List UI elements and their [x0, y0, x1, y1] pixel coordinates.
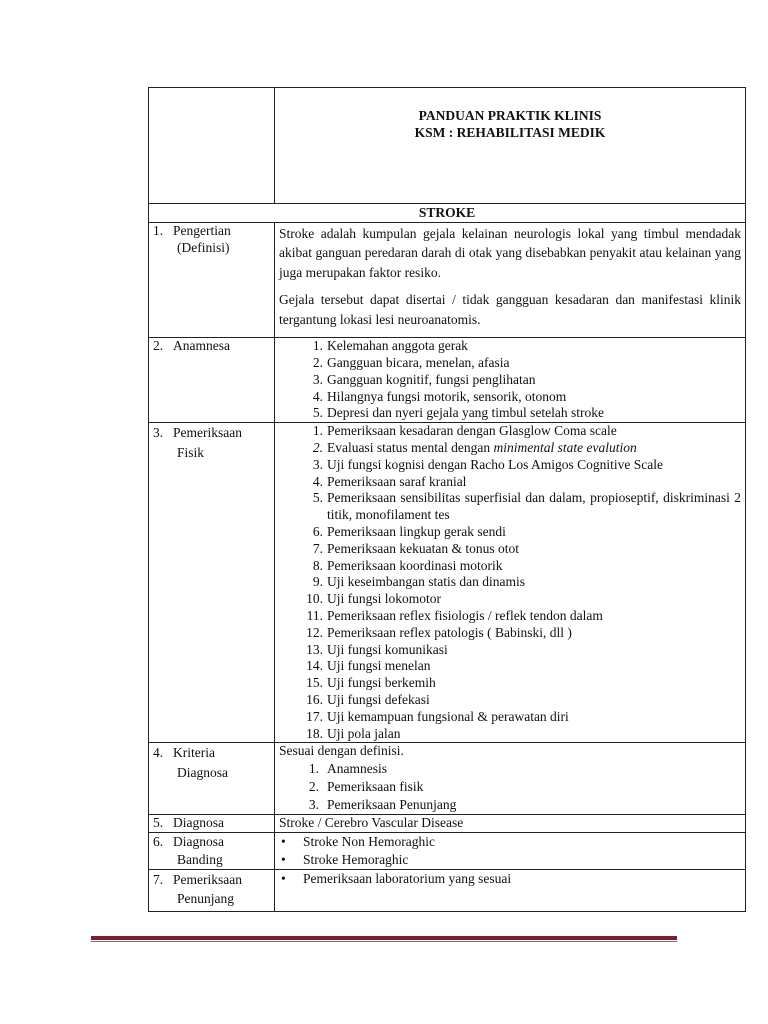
bullet-icon: •	[281, 852, 286, 868]
list-item: 1. Anamnesis	[308, 761, 387, 777]
list-item: 13. Uji fungsi komunikasi	[306, 641, 448, 657]
definition-paragraph: Gejala tersebut dapat disertai / tidak gangguan kesadaran dan manifestasi klinik tergantung lokasi lesi neuroanatomis.	[279, 292, 741, 327]
list-item: 14. Uji fungsi menelan	[306, 658, 431, 674]
row-number: 2.	[153, 338, 164, 354]
list-item: 4. Pemeriksaan saraf kranial	[312, 473, 467, 489]
bullet-icon: •	[281, 834, 286, 850]
row-label: Kriteria	[173, 745, 215, 761]
document-title: PANDUAN PRAKTIK KLINIS	[418, 108, 602, 123]
label-cell	[149, 338, 275, 423]
department-title: KSM : REHABILITASI MEDIK	[414, 124, 606, 140]
list-item: 9. Uji keseimbangan statis dan dinamis	[312, 574, 525, 590]
row-label: Pemeriksaan	[173, 872, 242, 888]
list-item: 2. Pemeriksaan fisik	[308, 779, 424, 795]
row-number: 6.	[153, 834, 164, 850]
row-number: 1.	[153, 222, 164, 238]
list-item: • Stroke Hemoraghic	[281, 852, 409, 868]
list-item: 7. Pemeriksaan kekuatan & tonus otot	[312, 540, 519, 556]
footer-rule-thin	[91, 941, 677, 942]
differential-list	[279, 833, 741, 869]
row-label-line2: (Definisi)	[177, 239, 230, 255]
content-cell	[275, 815, 746, 833]
header-title-cell	[275, 88, 746, 204]
bullet-icon: •	[281, 871, 286, 887]
row-label: Anamnesa	[173, 338, 230, 354]
content-cell	[275, 423, 746, 743]
header-row	[149, 88, 746, 204]
list-item: • Stroke Non Hemoraghic	[281, 834, 435, 850]
row-pemeriksaan-fisik	[149, 423, 746, 743]
list-item: 18. Uji pola jalan	[306, 725, 401, 741]
content-cell	[275, 743, 746, 815]
header-blank-cell	[149, 88, 275, 204]
row-label: Diagnosa	[173, 815, 224, 831]
row-pemeriksaan-penunjang	[149, 870, 746, 912]
row-kriteria-diagnosa	[149, 743, 746, 815]
row-label: Diagnosa	[173, 834, 224, 850]
row-pengertian	[149, 222, 746, 338]
physical-exam-list	[279, 423, 741, 742]
row-label-line2: Fisik	[177, 445, 205, 461]
list-item: 3. Uji fungsi kognisi dengan Racho Los Amigos Cognitive Scale	[312, 456, 663, 472]
criteria-list	[279, 760, 741, 814]
anamnesa-list	[279, 338, 741, 422]
list-item: 16. Uji fungsi defekasi	[306, 692, 430, 708]
row-number: 4.	[153, 745, 164, 761]
label-cell	[149, 815, 275, 833]
row-diagnosa	[149, 815, 746, 833]
row-label-line2: Penunjang	[177, 891, 234, 907]
list-item: 6. Pemeriksaan lingkup gerak sendi	[312, 524, 506, 540]
label-cell	[149, 870, 275, 912]
list-item: 4. Hilangnya fungsi motorik, sensorik, otonom	[312, 388, 567, 404]
label-cell	[149, 833, 275, 870]
row-anamnesa	[149, 338, 746, 423]
content-cell	[275, 222, 746, 338]
list-item: 5. Depresi dan nyeri gejala yang timbul setelah stroke	[312, 405, 605, 421]
criteria-intro: Sesuai dengan definisi.	[279, 743, 404, 759]
list-item: 3. Pemeriksaan Penunjang	[308, 797, 457, 813]
supporting-exam-list	[279, 870, 741, 888]
content-cell	[275, 338, 746, 423]
row-label: Pengertian	[173, 222, 231, 238]
list-item: • Pemeriksaan laboratorium yang sesuai	[281, 871, 512, 887]
clinical-guideline-table	[148, 87, 746, 912]
row-label: Pemeriksaan	[173, 425, 242, 441]
definition-paragraph: Stroke adalah kumpulan gejala kelainan neurologis lokal yang timbul mendadak akibat ganguan peredaran darah di otak yang disebabkan penyakit atau kelainan yang juga merupakan faktor resiko.	[279, 225, 741, 280]
list-item: 2. Evaluasi status mental dengan minimental state evalution	[312, 440, 637, 456]
list-item: 5. Pemeriksaan sensibilitas superfisial dan dalam, propioseptif, diskriminasi 2 titik, monofilament tes	[312, 490, 741, 523]
row-label-line2: Banding	[177, 852, 223, 868]
label-cell	[149, 222, 275, 338]
list-item: 17. Uji kemampuan fungsional & perawatan diri	[306, 708, 569, 724]
list-item: 1. Kelemahan anggota gerak	[312, 338, 468, 354]
list-item: 10. Uji fungsi lokomotor	[306, 591, 441, 607]
label-cell	[149, 423, 275, 743]
list-item: 8. Pemeriksaan koordinasi motorik	[312, 557, 503, 573]
content-cell	[275, 870, 746, 912]
diagnosis-text: Stroke / Cerebro Vascular Disease	[279, 815, 464, 831]
content-cell	[275, 833, 746, 870]
list-item: 1. Pemeriksaan kesadaran dengan Glasglow Coma scale	[312, 423, 617, 439]
row-number: 3.	[153, 425, 164, 441]
section-title-row	[149, 204, 746, 223]
row-number: 5.	[153, 815, 164, 831]
row-label-line2: Diagnosa	[177, 765, 228, 781]
list-item: 2. Gangguan bicara, menelan, afasia	[312, 355, 510, 371]
list-item: 3. Gangguan kognitif, fungsi penglihatan	[312, 371, 536, 387]
list-item: 15. Uji fungsi berkemih	[306, 675, 436, 691]
row-diagnosa-banding	[149, 833, 746, 870]
label-cell	[149, 743, 275, 815]
row-number: 7.	[153, 872, 164, 888]
footer-rule	[91, 936, 677, 940]
list-item: 12. Pemeriksaan reflex patologis ( Babinski, dll )	[306, 624, 572, 640]
section-title: STROKE	[149, 204, 746, 223]
list-item: 11. Pemeriksaan reflex fisiologis / reflek tendon dalam	[306, 608, 603, 624]
